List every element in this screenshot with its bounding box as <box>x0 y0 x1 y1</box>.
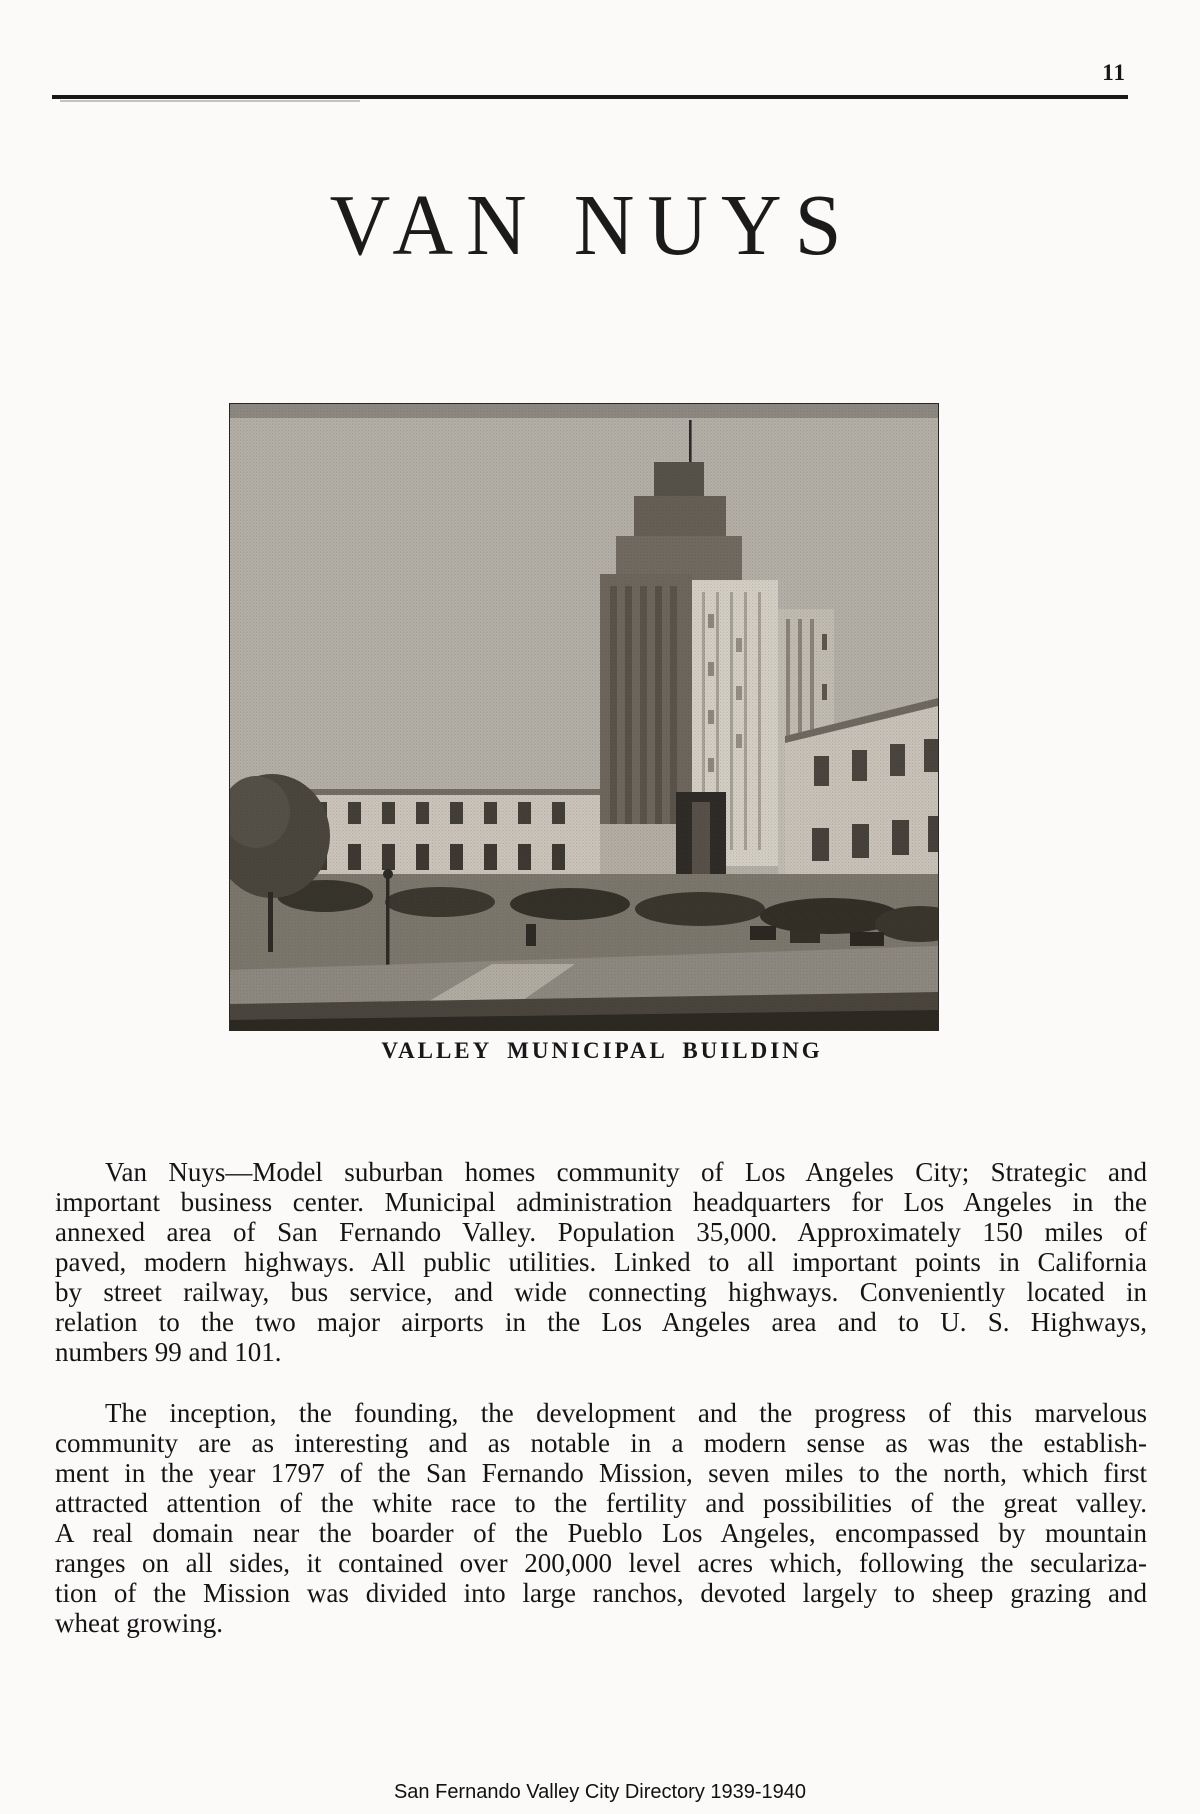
header-rule <box>52 95 1128 99</box>
body-line: by street railway, bus service, and wide connecting highways. Conveniently located in <box>55 1277 1147 1307</box>
body-line: community are as interesting and as notable in a modern sense as was the establish- <box>55 1428 1147 1458</box>
paragraph-2 <box>55 1398 1147 1638</box>
body-line: Van Nuys—Model suburban homes community of Los Angeles City; Strategic and <box>105 1157 1147 1187</box>
body-line: annexed area of San Fernando Valley. Population 35,000. Approximately 150 miles of <box>55 1217 1147 1247</box>
body-line: important business center. Municipal administration headquarters for Los Angeles in the <box>55 1187 1147 1217</box>
body-line: tion of the Mission was divided into large ranchos, devoted largely to sheep grazing and <box>55 1578 1147 1608</box>
body-line: ranges on all sides, it contained over 200,000 level acres which, following the seculariza- <box>55 1548 1147 1578</box>
body-line: numbers 99 and 101. <box>55 1337 282 1367</box>
page-number: 11 <box>1102 60 1126 85</box>
photo-caption: VALLEY MUNICIPAL BUILDING <box>381 1038 823 1063</box>
body-line: attracted attention of the white race to the fertility and possibilities of the great valley. <box>55 1488 1147 1518</box>
body-line: A real domain near the boarder of the Pueblo Los Angeles, encompassed by mountain <box>55 1518 1147 1548</box>
body-line: paved, modern highways. All public utilities. Linked to all important points in California <box>55 1247 1147 1277</box>
body-line: ment in the year 1797 of the San Fernando Mission, seven miles to the north, which first <box>55 1458 1147 1488</box>
body-line: wheat growing. <box>55 1608 223 1638</box>
body-line: The inception, the founding, the development and the progress of this marvelous <box>105 1398 1147 1428</box>
page-title: VAN NUYS <box>329 177 855 274</box>
paragraph-1 <box>55 1157 1147 1367</box>
municipal-building-photo <box>230 404 938 1030</box>
body-copy <box>55 1157 1147 1638</box>
body-line: relation to the two major airports in the Los Angeles area and to U. S. Highways, <box>55 1307 1147 1337</box>
header-rule-echo <box>60 100 360 102</box>
footer-text: San Fernando Valley City Directory 1939-1940 <box>393 1781 807 1803</box>
